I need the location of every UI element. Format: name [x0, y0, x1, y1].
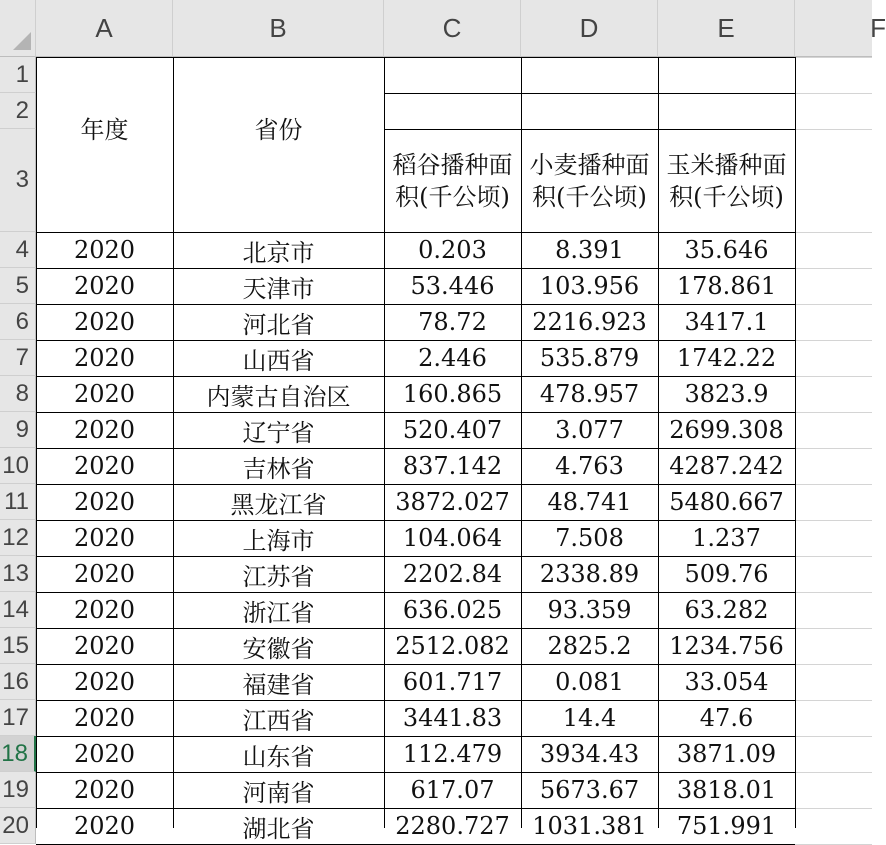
- cell-border: [36, 808, 795, 809]
- cell-province[interactable]: 辽宁省: [242, 418, 315, 447]
- cell-border: [36, 664, 795, 665]
- cell-border: [36, 304, 795, 305]
- cell-province[interactable]: 山西省: [242, 346, 315, 375]
- cell-corn[interactable]: 3871.09: [676, 740, 777, 768]
- row-header[interactable]: 19: [0, 772, 36, 808]
- row-header[interactable]: 2: [0, 93, 36, 129]
- cell-wheat[interactable]: 14.4: [562, 704, 617, 732]
- cell-year[interactable]: 2020: [73, 344, 136, 372]
- row-header[interactable]: 18: [0, 736, 36, 772]
- cell-border: [384, 93, 795, 94]
- cell-corn[interactable]: 3823.9: [684, 380, 769, 408]
- cell-wheat[interactable]: 2825.2: [547, 632, 632, 660]
- cell-year[interactable]: 2020: [73, 380, 136, 408]
- cell-wheat[interactable]: 103.956: [539, 272, 640, 300]
- cell-border: [36, 592, 795, 593]
- cell-border: [36, 57, 37, 828]
- column-header-f-label: F: [870, 12, 886, 43]
- cell-wheat[interactable]: 3.077: [555, 416, 624, 444]
- cell-province[interactable]: 河北省: [242, 310, 315, 339]
- cell-corn[interactable]: 2699.308: [669, 416, 784, 444]
- cell-border: [384, 129, 795, 130]
- cell-border: [521, 57, 522, 828]
- cell-year[interactable]: 2020: [73, 776, 136, 804]
- cell-corn[interactable]: 5480.667: [669, 488, 784, 516]
- row-header[interactable]: 8: [0, 376, 36, 412]
- cell-wheat[interactable]: 48.741: [547, 488, 632, 516]
- cell-province[interactable]: 浙江省: [242, 598, 315, 627]
- cell-year[interactable]: 2020: [73, 704, 136, 732]
- cell-border: [36, 700, 795, 701]
- row-header[interactable]: 15: [0, 628, 36, 664]
- cell-corn[interactable]: 35.646: [684, 236, 769, 264]
- cell-rice[interactable]: 601.717: [402, 668, 503, 696]
- cell-border: [795, 57, 796, 828]
- cell-year[interactable]: 2020: [73, 308, 136, 336]
- cell-year[interactable]: 2020: [73, 524, 136, 552]
- cell-year[interactable]: 2020: [73, 236, 136, 264]
- column-header-d[interactable]: D: [521, 0, 658, 57]
- cell-wheat[interactable]: 4.763: [555, 452, 624, 480]
- cell-rice[interactable]: 104.064: [402, 524, 503, 552]
- column-header-e[interactable]: E: [658, 0, 795, 57]
- cell-province[interactable]: 吉林省: [242, 454, 315, 483]
- cell-province[interactable]: 江西省: [242, 706, 315, 735]
- cell-corn[interactable]: 4287.242: [669, 452, 784, 480]
- cell-corn[interactable]: 63.282: [684, 596, 769, 624]
- cell-border: [36, 376, 795, 377]
- cell-corn[interactable]: 47.6: [699, 704, 754, 732]
- cell-wheat[interactable]: 478.957: [539, 380, 640, 408]
- cell-wheat[interactable]: 8.391: [555, 236, 624, 264]
- cell-border: [36, 520, 795, 521]
- cell-year[interactable]: 2020: [73, 416, 136, 444]
- row-header[interactable]: 17: [0, 700, 36, 736]
- cell-year[interactable]: 2020: [73, 452, 136, 480]
- cell-corn[interactable]: 751.991: [676, 812, 777, 840]
- cell-rice[interactable]: 78.72: [418, 308, 487, 336]
- cell-rice[interactable]: 2280.727: [395, 812, 510, 840]
- cell-year[interactable]: 2020: [73, 488, 136, 516]
- cell-year[interactable]: 2020: [73, 668, 136, 696]
- column-header-a[interactable]: A: [36, 0, 173, 57]
- cell-border: [36, 772, 795, 773]
- header-cell-rice[interactable]: 稻谷播种面积(千公顷): [392, 150, 513, 211]
- header-cell-province[interactable]: 省份: [173, 57, 384, 198]
- cell-rice[interactable]: 2.446: [418, 344, 487, 372]
- cell-rice[interactable]: 0.203: [418, 236, 487, 264]
- cell-border: [36, 232, 795, 233]
- cell-wheat[interactable]: 7.508: [555, 524, 624, 552]
- cell-rice[interactable]: 2512.082: [395, 632, 510, 660]
- row-header[interactable]: 4: [0, 232, 36, 268]
- header-cell-corn[interactable]: 玉米播种面积(千公顷): [666, 150, 787, 211]
- cell-rice[interactable]: 2202.84: [402, 560, 503, 588]
- cell-border: [36, 340, 795, 341]
- cell-corn[interactable]: 178.861: [676, 272, 777, 300]
- header-cell-wheat[interactable]: 小麦播种面积(千公顷): [529, 150, 650, 211]
- cell-wheat[interactable]: 5673.67: [539, 776, 640, 804]
- cell-province[interactable]: 天津市: [242, 274, 315, 303]
- cell-border: [658, 57, 659, 828]
- cell-rice[interactable]: 3872.027: [395, 488, 510, 516]
- cell-border: [384, 57, 385, 828]
- cell-corn[interactable]: 509.76: [684, 560, 769, 588]
- row-header[interactable]: 1: [0, 57, 36, 93]
- cell-border: [36, 268, 795, 269]
- row-header[interactable]: 7: [0, 340, 36, 376]
- cell-wheat[interactable]: 2338.89: [539, 560, 640, 588]
- cell-province[interactable]: 河南省: [242, 778, 315, 807]
- row-header[interactable]: 20: [0, 808, 36, 844]
- row-header[interactable]: 6: [0, 304, 36, 340]
- cell-wheat[interactable]: 1031.381: [532, 812, 647, 840]
- row-header[interactable]: 14: [0, 592, 36, 628]
- row-header[interactable]: 16: [0, 664, 36, 700]
- cell-province[interactable]: 安徽省: [242, 634, 315, 663]
- cell-border: [173, 57, 174, 828]
- select-all-icon: [13, 32, 31, 50]
- cell-corn[interactable]: 1742.22: [676, 344, 777, 372]
- cell-wheat[interactable]: 3934.43: [539, 740, 640, 768]
- cell-corn[interactable]: 3818.01: [676, 776, 777, 804]
- cell-corn[interactable]: 33.054: [684, 668, 769, 696]
- cell-wheat[interactable]: 2216.923: [532, 308, 647, 336]
- cell-corn[interactable]: 1234.756: [669, 632, 784, 660]
- cell-year[interactable]: 2020: [73, 560, 136, 588]
- cell-border: [36, 736, 795, 737]
- header-cell-year[interactable]: 年度: [36, 57, 173, 198]
- cell-rice[interactable]: 636.025: [402, 596, 503, 624]
- cell-corn[interactable]: 3417.1: [684, 308, 769, 336]
- row-header[interactable]: 5: [0, 268, 36, 304]
- cell-rice[interactable]: 617.07: [410, 776, 495, 804]
- cell-wheat[interactable]: 0.081: [555, 668, 624, 696]
- row-header[interactable]: 13: [0, 556, 36, 592]
- cell-province[interactable]: 内蒙古自治区: [206, 382, 351, 411]
- cell-border: [36, 57, 795, 58]
- cell-border: [36, 448, 795, 449]
- row-header[interactable]: 12: [0, 520, 36, 556]
- cell-rice[interactable]: 53.446: [410, 272, 495, 300]
- row-header[interactable]: 9: [0, 412, 36, 448]
- cell-province[interactable]: 黑龙江省: [230, 490, 327, 519]
- cell-province[interactable]: 福建省: [242, 670, 315, 699]
- cell-rice[interactable]: 3441.83: [402, 704, 503, 732]
- cell-border: [36, 556, 795, 557]
- cell-wheat[interactable]: 535.879: [539, 344, 640, 372]
- cell-border: [36, 484, 795, 485]
- cell-border: [36, 628, 795, 629]
- cell-province[interactable]: 湖北省: [242, 814, 315, 843]
- cell-year[interactable]: 2020: [73, 632, 136, 660]
- column-header-f[interactable]: [795, 0, 886, 57]
- cell-rice[interactable]: 160.865: [402, 380, 503, 408]
- cell-wheat[interactable]: 93.359: [547, 596, 632, 624]
- select-all-corner[interactable]: [0, 0, 36, 57]
- cell-corn[interactable]: 1.237: [692, 524, 761, 552]
- cell-border: [36, 412, 795, 413]
- row-header[interactable]: 11: [0, 484, 36, 520]
- cell-year[interactable]: 2020: [73, 272, 136, 300]
- cell-province[interactable]: 江苏省: [242, 562, 315, 591]
- cell-year[interactable]: 2020: [73, 740, 136, 768]
- row-header[interactable]: 10: [0, 448, 36, 484]
- cell-province[interactable]: 北京市: [242, 238, 315, 267]
- cell-year[interactable]: 2020: [73, 812, 136, 840]
- cell-province[interactable]: 上海市: [242, 526, 315, 555]
- row-header[interactable]: 3: [0, 129, 36, 232]
- cell-rice[interactable]: 837.142: [402, 452, 503, 480]
- column-header-b[interactable]: B: [173, 0, 384, 57]
- cell-rice[interactable]: 520.407: [402, 416, 503, 444]
- cell-rice[interactable]: 112.479: [402, 740, 503, 768]
- cell-province[interactable]: 山东省: [242, 742, 315, 771]
- cell-year[interactable]: 2020: [73, 596, 136, 624]
- column-header-c[interactable]: C: [384, 0, 521, 57]
